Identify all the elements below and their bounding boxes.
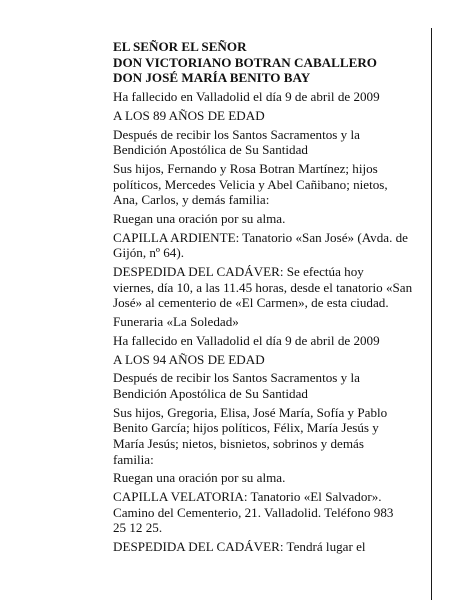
- text-line: CAPILLA VELATORIA: Tanatorio «El Salvador».: [113, 489, 382, 505]
- text-line: viernes, día 10, a las 11.45 horas, desde el tanatorio «San: [113, 279, 413, 295]
- text-line: 25 12 25.: [113, 520, 163, 536]
- text-line: Ruegan una oración por su alma.: [113, 470, 286, 486]
- text-line: Ha fallecido en Valladolid el día 9 de abril de 2009: [113, 88, 380, 104]
- text-line: Funeraria «La Soledad»: [113, 314, 239, 329]
- text-line: Sus hijos, Gregoria, Elisa, José María, Sofía y Pablo: [113, 404, 388, 420]
- text-line: José» al cementerio de «El Carmen», de esta ciudad.: [113, 295, 389, 311]
- text-line: Ruegan una oración por su alma.: [113, 210, 286, 226]
- text-line: Bendición Apostólica de Su Santidad: [113, 385, 308, 401]
- text-line: Después de recibir los Santos Sacramentos y la: [113, 370, 360, 386]
- heading-line-1: EL SEÑOR EL SEÑOR: [113, 39, 247, 54]
- text-line: Camino del Cementerio, 21. Valladolid. Teléfono 983: [113, 504, 394, 520]
- text-line: Gijón, nº 64).: [113, 245, 184, 261]
- column-rule: [431, 28, 432, 600]
- text-line: A LOS 94 AÑOS DE EDAD: [113, 351, 265, 367]
- text-line: políticos, Mercedes Velicia y Abel Cañibano; nietos,: [113, 176, 388, 192]
- text-line: María Jesús; nietos, bisnietos, sobrinos y demás: [113, 435, 364, 451]
- text-line: A LOS 89 AÑOS DE EDAD: [113, 107, 265, 123]
- text-line: Sus hijos, Fernando y Rosa Botran Martínez; hijos: [113, 160, 378, 176]
- heading-line-2: DON VICTORIANO BOTRAN CABALLERO: [113, 54, 377, 70]
- text-line: Ha fallecido en Valladolid el día 9 de abril de 2009: [113, 332, 380, 348]
- text-line: Después de recibir los Santos Sacramentos y la: [113, 126, 360, 142]
- text-line: DESPEDIDA DEL CADÁVER: Tendrá lugar el: [113, 539, 366, 555]
- obituary-text: [113, 39, 431, 555]
- text-line: Ana, Carlos, y demás familia:: [113, 192, 270, 208]
- text-line: Bendición Apostólica de Su Santidad: [113, 142, 308, 158]
- text-line: CAPILLA ARDIENTE: Tanatorio «San José» (Avda. de: [113, 229, 408, 245]
- text-line: familia:: [113, 451, 154, 467]
- heading-line-3: DON JOSÉ MARÍA BENITO BAY: [113, 70, 311, 86]
- text-line: DESPEDIDA DEL CADÁVER: Se efectúa hoy: [113, 264, 364, 280]
- text-line: Benito García; hijos políticos, Félix, María Jesús y: [113, 420, 379, 436]
